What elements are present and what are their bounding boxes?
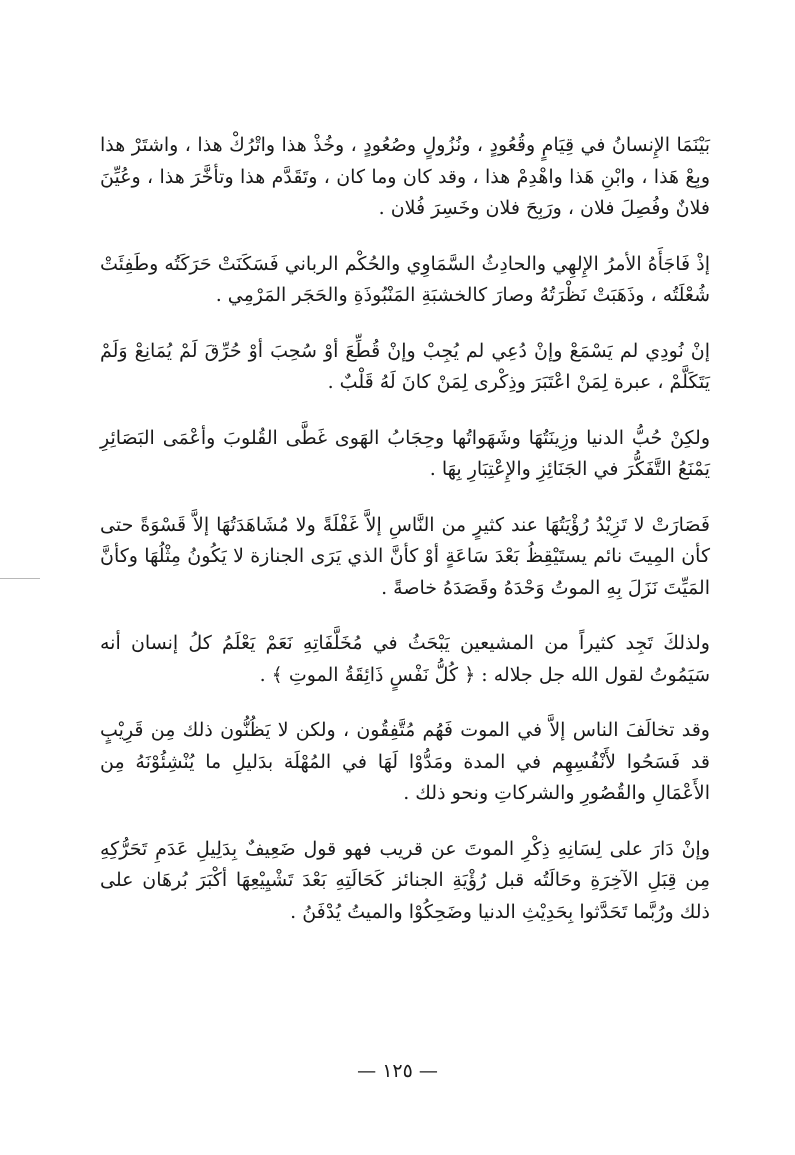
paragraph-8: وإنْ دَارَ على لِسَانِهِ ذِكْرِ الموتَ عن قريب فهو قول ضَعِيفٌ بِدَلِيلِ عَدَمِ تَحَرُّكِهِ مِن قِبَلِ الآخِرَةِ وحَالَتُه قبل رُؤْيَةِ الجنائز كَحَالَتِهِ بَعْدَ تَشْيِيْعِهَا أكْبَرَ بُرهَان على ذلك ورُبَّما تَحَدَّثوا بِحَدِيْثِ الدنيا وضَحِكُوْا والميتُ يُدْفَنُ . <box>100 837 710 923</box>
paragraph-6: ولذلكَ تَجِد كثيراً من المشيعين يَبْحَثُ في مُخَلَّفَاتِهِ نَعَمْ يَعْلَمُ كلُ إنسان أنه سَيَمُوتُ لقول الله جل جلاله : ﴿ كُلُّ نَفْسٍ ذَائِقَةُ الموتِ ﴾ . <box>100 632 710 686</box>
page-body <box>100 130 710 952</box>
page-number: — ١٢٥ — <box>357 1060 438 1082</box>
paragraph-3: إنْ نُودِي لم يَسْمَعْ وإنْ دُعِي لم يُجِبْ وإنْ قُطِّعَ أوْ سُحِبَ أوْ حُرِّقَ لَمْ يُمَانِعْ وَلَمْ يَتَكَلَّمْ ، عبرة لِمَنْ اعْتَبَرَ وذِكْرى لِمَنْ كانَ لَهُ قَلْبٌ . <box>100 339 710 393</box>
paragraph-4: ولكِنْ حُبُّ الدنيا وزِينَتُهَا وشَهَواتُها وحِجَابُ الهَوى غَطَّى القُلوبَ وأعْمَى البَصَائِرِ يَمْنَعُ التَّفَكُّرَ في الجَنَائِزِ والإِعْتِبَارِ بِهَا . <box>100 426 710 480</box>
scan-edge-mark <box>0 578 40 579</box>
paragraph-5: فَصَارَتْ لا تَزِيْدُ رُؤْيَتُهَا عند كثيرٍ من النَّاسِ إلاَّ غَفْلَةً ولا مُشَاهَدَتُهَا إلاَّ قَسْوَةً حتى كأن المِيتَ نائم يستَيْقِظُ بَعْدَ سَاعَةٍ أوْ كأنَّ الذي يَرَى الجنازة لا يَكُونُ مِثْلُهَا وكأنَّ المَيِّتَ نَزَلَ بِهِ الموتُ وَحْدَهُ وقَصَدَهُ خاصةً . <box>100 513 710 599</box>
paragraph-2: إذْ فَاجَأَهُ الأمرُ الإِلهِي والحادِثُ السَّمَاوِي والحُكْم الرباني فَسَكَنَتْ حَرَكَتُه وطَفِئَتْ شُعْلَتُه ، وذَهَبَتْ نَظْرَتُهُ وصارَ كالخشبَةِ المَنْبُوذَةِ والحَجَر المَرْمِي . <box>100 252 710 306</box>
paragraph-7: وقد تخالَفَ الناس إلاَّ في الموت فَهُم مُتَّفِقُون ، ولكن لا يَظُنُّون ذلك مِن قَرِيْبٍ قد فَسَحُوا لأَنْفُسِهِم في المدة ومَدُّوْا لَهَا في المُهْلَة بدَليلِ ما يُنْشِئُوْنَهُ مِن الأَعْمَالِ والقُصُورِ والشركاتِ ونحو ذلك . <box>100 719 710 804</box>
paragraph-1: بَيْنَمَا الإِنسانُ في قِيَامٍ وقُعُودٍ ، ونُزُولٍ وصُعُودٍ ، وخُذْ هذا واتْرُكْ هذا ، واشتَرْ هذا وبِعْ هَذا ، وابْنِ هَذا واهْدِمْ هذا ، وقد كان وما كان ، وتَقَدَّم هذا وتأخَّرَ هذا ، وعُيِّنَ فلانٌ وفُصِلَ فلان ، ورَبِحَ فلان وخَسِرَ فُلان . <box>100 134 710 219</box>
